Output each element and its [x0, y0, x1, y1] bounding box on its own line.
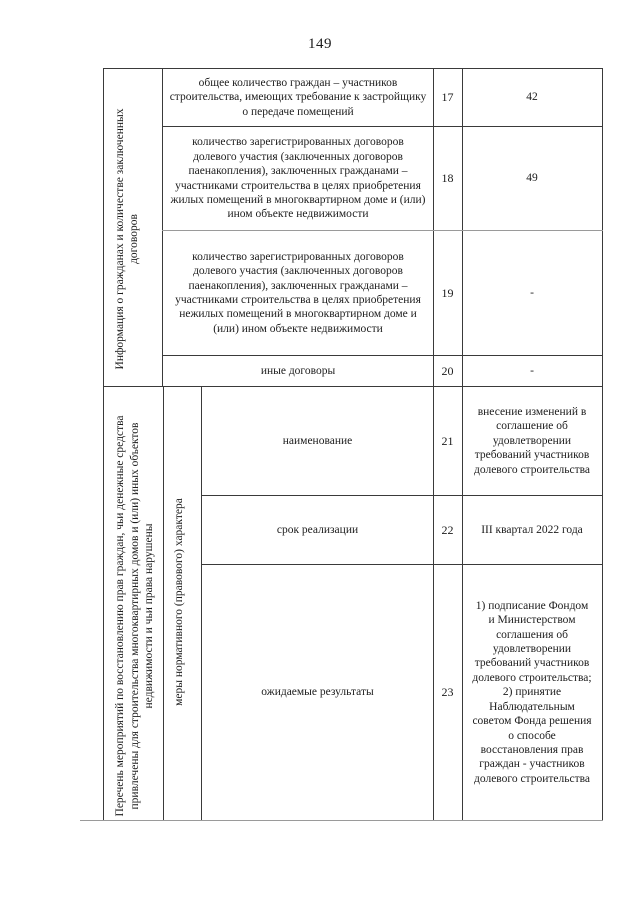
row-number: 23: [441, 685, 454, 700]
row-description: количество зарегистрированных договоров долевого участия (заключенных договоров паенакопления), заключенных гражданами – участниками строительства в целях приобретения жилых помещений в многоквартирном доме и (или) ином объекте недвижимости: [170, 136, 426, 221]
row-number: 21: [441, 433, 454, 448]
section-label-info: Информация о гражданах и количестве заключенных договоров: [113, 108, 140, 370]
row-value: -: [530, 364, 534, 377]
section-label-measures: Перечень мероприятий по восстановлению прав граждан, чьи денежные средства привлечены для строительства многоквартирных домов и (или) иных объектов недвижимости и чьи права нарушены: [114, 415, 156, 817]
row-number: 19: [441, 285, 454, 300]
column-divider: [163, 386, 164, 820]
row-description: количество зарегистрированных договоров долевого участия (заключенных договоров паенакопления), заключенных гражданами – участниками строительства в целях приобретения нежилых помещений в многоквартирном доме и (или) ином объекте недвижимости: [175, 250, 421, 335]
row-number: 22: [441, 522, 454, 537]
row-description: иные договоры: [260, 364, 336, 377]
row-number: 20: [441, 363, 454, 378]
row-number: 17: [441, 90, 454, 105]
row-number: 18: [441, 171, 454, 186]
table-right-border: [602, 68, 603, 820]
row-value: 42: [526, 91, 538, 104]
row-value: внесение изменений в соглашение об удовлетворении требований участников долевого строительства: [474, 405, 590, 476]
row-value: III квартал 2022 года: [481, 523, 583, 536]
row-description: срок реализации: [276, 523, 359, 536]
row-description: ожидаемые результаты: [261, 686, 374, 699]
row-value: 49: [526, 172, 538, 185]
section-label-legal-measures: меры нормативного (правового) характера: [172, 498, 185, 706]
page-number: 149: [308, 36, 332, 52]
row-value: -: [530, 286, 534, 299]
row-value: 1) подписание Фондом и Министерством соглашения об удовлетворении требований участников долевого строительства; 2) принятие Наблюдательным советом Фонда решения о способе восстановления прав граждан - участников долевого строительства: [472, 599, 592, 785]
row-description: наименование: [282, 434, 353, 447]
row-description: общее количество граждан – участников строительства, имеющих требование к застройщику о передаче помещений: [169, 76, 427, 118]
